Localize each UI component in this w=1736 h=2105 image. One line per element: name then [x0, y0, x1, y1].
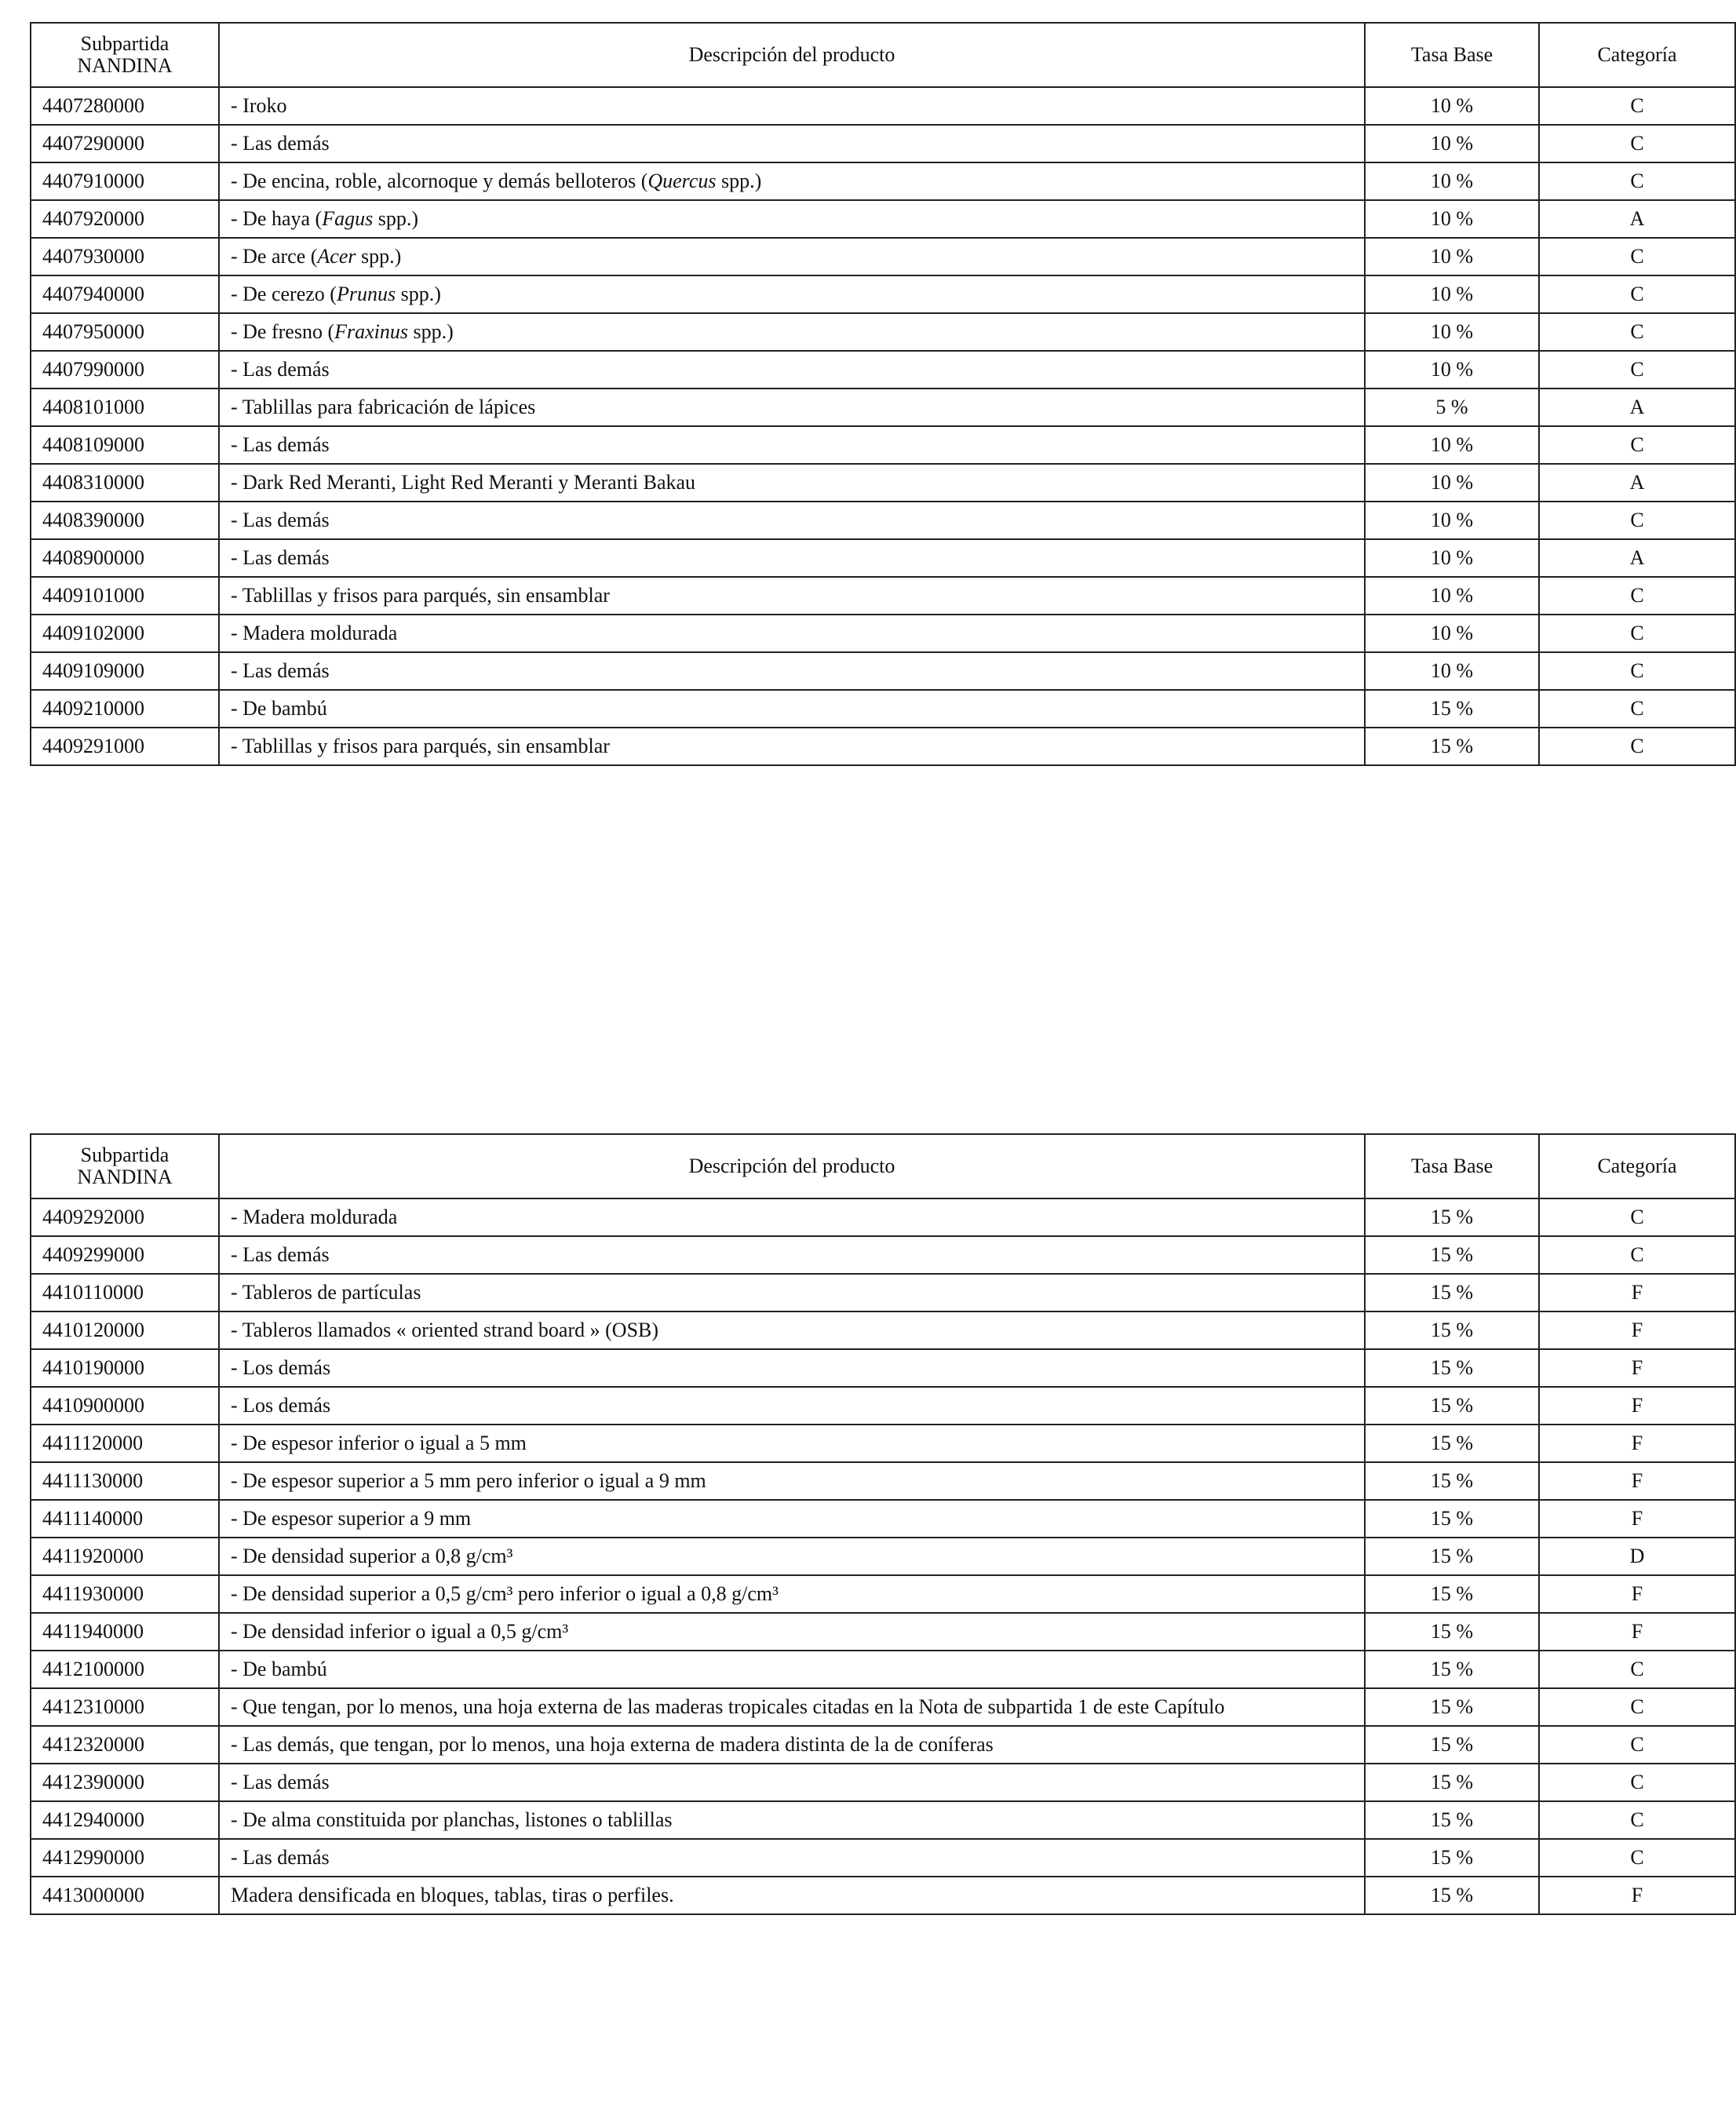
table-row: [31, 1425, 1735, 1462]
header-row: [31, 23, 1735, 87]
product-description: [219, 1387, 1365, 1425]
product-description: [219, 502, 1365, 539]
base-rate: 15 %: [1365, 1839, 1539, 1877]
table-row: [31, 125, 1735, 162]
product-description: [219, 690, 1365, 728]
table-row: [31, 162, 1735, 200]
description-text: - De bambú: [231, 697, 327, 720]
table-row: [31, 238, 1735, 275]
description-text: - Que tengan, por lo menos, una hoja externa de las maderas tropicales citadas en la Nota de subpartida 1 de este Capítulo: [231, 1695, 1225, 1718]
product-description: [219, 577, 1365, 615]
category: F: [1539, 1500, 1735, 1538]
product-description: [219, 1198, 1365, 1236]
header-subpartida-line1: Subpartida: [80, 1144, 170, 1166]
base-rate: 15 %: [1365, 1500, 1539, 1538]
subpartida-code: 4409291000: [31, 728, 219, 765]
category: C: [1539, 1651, 1735, 1688]
product-description: [219, 1877, 1365, 1914]
description-text: - Tablillas y frisos para parqués, sin ensamblar: [231, 584, 610, 607]
table-row: [31, 1877, 1735, 1914]
description-text: spp.): [408, 320, 454, 343]
subpartida-code: 4407290000: [31, 125, 219, 162]
table-row: [31, 1726, 1735, 1764]
base-rate: 15 %: [1365, 1764, 1539, 1801]
table-row: [31, 1764, 1735, 1801]
table-row: [31, 1538, 1735, 1575]
table-body: [31, 1198, 1735, 1914]
base-rate: 10 %: [1365, 577, 1539, 615]
header-subpartida-line2: NANDINA: [77, 54, 173, 77]
base-rate: 10 %: [1365, 351, 1539, 389]
description-text: - De cerezo (: [231, 283, 337, 305]
table-row: [31, 502, 1735, 539]
product-description: [219, 200, 1365, 238]
product-description: [219, 1425, 1365, 1462]
base-rate: 15 %: [1365, 690, 1539, 728]
subpartida-code: 4408310000: [31, 464, 219, 502]
subpartida-code: 4407950000: [31, 313, 219, 351]
category: C: [1539, 238, 1735, 275]
base-rate: 10 %: [1365, 464, 1539, 502]
description-text: - Madera moldurada: [231, 622, 398, 644]
category: F: [1539, 1312, 1735, 1349]
description-text: - Los demás: [231, 1394, 331, 1417]
base-rate: 15 %: [1365, 1575, 1539, 1613]
description-text: - De densidad inferior o igual a 0,5 g/cm³: [231, 1620, 569, 1643]
category: C: [1539, 1801, 1735, 1839]
scientific-name: Prunus: [336, 283, 396, 305]
base-rate: 10 %: [1365, 87, 1539, 125]
category: C: [1539, 1839, 1735, 1877]
description-text: - Las demás: [231, 1243, 330, 1266]
subpartida-code: 4409109000: [31, 652, 219, 690]
product-description: [219, 1236, 1365, 1274]
table-row: [31, 1613, 1735, 1651]
subpartida-code: 4409299000: [31, 1236, 219, 1274]
description-text: - Dark Red Meranti, Light Red Meranti y Meranti Bakau: [231, 471, 696, 494]
product-description: [219, 162, 1365, 200]
subpartida-code: 4412940000: [31, 1801, 219, 1839]
base-rate: 10 %: [1365, 652, 1539, 690]
description-text: - Las demás: [231, 358, 330, 381]
table-row: [31, 1839, 1735, 1877]
description-text: - De fresno (: [231, 320, 335, 343]
product-description: [219, 1538, 1365, 1575]
description-text: - De bambú: [231, 1658, 327, 1680]
subpartida-code: 4412390000: [31, 1764, 219, 1801]
category: F: [1539, 1387, 1735, 1425]
product-description: [219, 1500, 1365, 1538]
base-rate: 15 %: [1365, 1651, 1539, 1688]
subpartida-code: 4407990000: [31, 351, 219, 389]
header-row: [31, 1134, 1735, 1198]
base-rate: 15 %: [1365, 1801, 1539, 1839]
table-row: [31, 1801, 1735, 1839]
table-row: [31, 615, 1735, 652]
base-rate: 15 %: [1365, 1462, 1539, 1500]
tariff-table-1: [30, 22, 1736, 766]
category: C: [1539, 652, 1735, 690]
base-rate: 15 %: [1365, 1613, 1539, 1651]
header-subpartida-line2: NANDINA: [77, 1166, 173, 1188]
product-description: [219, 539, 1365, 577]
subpartida-code: 4407920000: [31, 200, 219, 238]
table-row: [31, 351, 1735, 389]
base-rate: 15 %: [1365, 728, 1539, 765]
description-text: - De densidad superior a 0,5 g/cm³ pero inferior o igual a 0,8 g/cm³: [231, 1582, 779, 1605]
table-row: [31, 1575, 1735, 1613]
category: F: [1539, 1425, 1735, 1462]
base-rate: 15 %: [1365, 1688, 1539, 1726]
subpartida-code: 4411140000: [31, 1500, 219, 1538]
subpartida-code: 4411940000: [31, 1613, 219, 1651]
product-description: [219, 1575, 1365, 1613]
description-text: - De arce (: [231, 245, 318, 268]
product-description: [219, 1651, 1365, 1688]
category: C: [1539, 577, 1735, 615]
product-description: [219, 426, 1365, 464]
table-row: [31, 426, 1735, 464]
table-row: [31, 690, 1735, 728]
product-description: [219, 1274, 1365, 1312]
table-row: [31, 1312, 1735, 1349]
product-description: [219, 1726, 1365, 1764]
category: F: [1539, 1613, 1735, 1651]
table-row: [31, 1651, 1735, 1688]
category: C: [1539, 615, 1735, 652]
subpartida-code: 4412990000: [31, 1839, 219, 1877]
table-row: [31, 728, 1735, 765]
base-rate: 10 %: [1365, 200, 1539, 238]
category: C: [1539, 1726, 1735, 1764]
category: C: [1539, 1236, 1735, 1274]
product-description: [219, 125, 1365, 162]
base-rate: 15 %: [1365, 1274, 1539, 1312]
product-description: [219, 389, 1365, 426]
category: C: [1539, 728, 1735, 765]
category: F: [1539, 1575, 1735, 1613]
header-subpartida: [31, 23, 219, 87]
subpartida-code: 4410190000: [31, 1349, 219, 1387]
base-rate: 15 %: [1365, 1877, 1539, 1914]
base-rate: 10 %: [1365, 125, 1539, 162]
description-text: spp.): [356, 245, 402, 268]
category: A: [1539, 389, 1735, 426]
base-rate: 10 %: [1365, 426, 1539, 464]
table-row: [31, 1462, 1735, 1500]
table-row: [31, 389, 1735, 426]
base-rate: 15 %: [1365, 1538, 1539, 1575]
product-description: [219, 275, 1365, 313]
description-text: - Tableros llamados « oriented strand board » (OSB): [231, 1319, 659, 1341]
subpartida-code: 4410120000: [31, 1312, 219, 1349]
base-rate: 5 %: [1365, 389, 1539, 426]
product-description: [219, 615, 1365, 652]
category: C: [1539, 1688, 1735, 1726]
category: A: [1539, 539, 1735, 577]
description-text: spp.): [373, 207, 418, 230]
subpartida-code: 4408109000: [31, 426, 219, 464]
category: C: [1539, 87, 1735, 125]
product-description: [219, 652, 1365, 690]
subpartida-code: 4410110000: [31, 1274, 219, 1312]
product-description: [219, 1312, 1365, 1349]
header-subpartida: [31, 1134, 219, 1198]
description-text: - Los demás: [231, 1356, 331, 1379]
base-rate: 15 %: [1365, 1198, 1539, 1236]
product-description: [219, 238, 1365, 275]
scientific-name: Fagus: [322, 207, 374, 230]
category: C: [1539, 162, 1735, 200]
description-text: - Las demás: [231, 659, 330, 682]
product-description: [219, 1764, 1365, 1801]
table-row: [31, 1274, 1735, 1312]
subpartida-code: 4408900000: [31, 539, 219, 577]
product-description: [219, 1688, 1365, 1726]
base-rate: 15 %: [1365, 1726, 1539, 1764]
category: C: [1539, 125, 1735, 162]
table-row: [31, 1236, 1735, 1274]
category: C: [1539, 313, 1735, 351]
tariff-table-2: [30, 1133, 1736, 1915]
base-rate: 10 %: [1365, 502, 1539, 539]
subpartida-code: 4407930000: [31, 238, 219, 275]
subpartida-code: 4409102000: [31, 615, 219, 652]
base-rate: 15 %: [1365, 1387, 1539, 1425]
subpartida-code: 4411130000: [31, 1462, 219, 1500]
base-rate: 10 %: [1365, 615, 1539, 652]
description-text: - De encina, roble, alcornoque y demás belloteros (: [231, 170, 648, 192]
subpartida-code: 4407910000: [31, 162, 219, 200]
category: D: [1539, 1538, 1735, 1575]
scientific-name: Fraxinus: [334, 320, 408, 343]
description-text: - De haya (: [231, 207, 323, 230]
table-row: [31, 87, 1735, 125]
table-row: [31, 1688, 1735, 1726]
description-text: - Tablillas y frisos para parqués, sin ensamblar: [231, 735, 610, 757]
subpartida-code: 4410900000: [31, 1387, 219, 1425]
table-row: [31, 200, 1735, 238]
base-rate: 15 %: [1365, 1349, 1539, 1387]
description-text: - Tableros de partículas: [231, 1281, 421, 1304]
description-text: - Tablillas para fabricación de lápices: [231, 396, 536, 418]
subpartida-code: 4411120000: [31, 1425, 219, 1462]
scientific-name: Quercus: [647, 170, 717, 192]
category: F: [1539, 1462, 1735, 1500]
product-description: [219, 313, 1365, 351]
description-text: spp.): [396, 283, 441, 305]
subpartida-code: 4412310000: [31, 1688, 219, 1726]
product-description: [219, 1801, 1365, 1839]
description-text: - De espesor superior a 9 mm: [231, 1507, 472, 1530]
description-text: - Las demás: [231, 546, 330, 569]
category: C: [1539, 502, 1735, 539]
description-text: - Las demás: [231, 132, 330, 155]
category: A: [1539, 200, 1735, 238]
category: C: [1539, 426, 1735, 464]
base-rate: 15 %: [1365, 1425, 1539, 1462]
table-row: [31, 1349, 1735, 1387]
header-rate: Tasa Base: [1365, 23, 1539, 87]
category: C: [1539, 1764, 1735, 1801]
header-category: Categoría: [1539, 1134, 1735, 1198]
subpartida-code: 4413000000: [31, 1877, 219, 1914]
description-text: Madera densificada en bloques, tablas, tiras o perfiles.: [231, 1884, 674, 1906]
base-rate: 10 %: [1365, 238, 1539, 275]
subpartida-code: 4408101000: [31, 389, 219, 426]
category: C: [1539, 351, 1735, 389]
table-row: [31, 539, 1735, 577]
category: F: [1539, 1274, 1735, 1312]
description-text: spp.): [716, 170, 762, 192]
header-description: Descripción del producto: [219, 1134, 1365, 1198]
product-description: [219, 351, 1365, 389]
header-description: Descripción del producto: [219, 23, 1365, 87]
product-description: [219, 87, 1365, 125]
scientific-name: Acer: [317, 245, 356, 268]
base-rate: 10 %: [1365, 162, 1539, 200]
table-row: [31, 1387, 1735, 1425]
category: C: [1539, 690, 1735, 728]
table-row: [31, 313, 1735, 351]
base-rate: 10 %: [1365, 539, 1539, 577]
category: A: [1539, 464, 1735, 502]
description-text: - De espesor superior a 5 mm pero inferior o igual a 9 mm: [231, 1469, 706, 1492]
subpartida-code: 4408390000: [31, 502, 219, 539]
description-text: - Las demás: [231, 509, 330, 531]
subpartida-code: 4411920000: [31, 1538, 219, 1575]
subpartida-code: 4407280000: [31, 87, 219, 125]
table-body: [31, 87, 1735, 765]
subpartida-code: 4412100000: [31, 1651, 219, 1688]
subpartida-code: 4411930000: [31, 1575, 219, 1613]
product-description: [219, 1349, 1365, 1387]
subpartida-code: 4412320000: [31, 1726, 219, 1764]
description-text: - De densidad superior a 0,8 g/cm³: [231, 1545, 513, 1567]
description-text: - Iroko: [231, 94, 287, 117]
base-rate: 10 %: [1365, 313, 1539, 351]
category: C: [1539, 275, 1735, 313]
category: F: [1539, 1349, 1735, 1387]
description-text: - Madera moldurada: [231, 1206, 398, 1228]
product-description: [219, 728, 1365, 765]
product-description: [219, 464, 1365, 502]
description-text: - Las demás: [231, 433, 330, 456]
category: C: [1539, 1198, 1735, 1236]
subpartida-code: 4407940000: [31, 275, 219, 313]
product-description: [219, 1839, 1365, 1877]
header-category: Categoría: [1539, 23, 1735, 87]
description-text: - Las demás: [231, 1771, 330, 1793]
table-row: [31, 652, 1735, 690]
category: F: [1539, 1877, 1735, 1914]
table-row: [31, 1500, 1735, 1538]
base-rate: 15 %: [1365, 1236, 1539, 1274]
description-text: - De alma constituida por planchas, listones o tablillas: [231, 1808, 673, 1831]
subpartida-code: 4409101000: [31, 577, 219, 615]
base-rate: 15 %: [1365, 1312, 1539, 1349]
table-row: [31, 1198, 1735, 1236]
table-row: [31, 275, 1735, 313]
table-row: [31, 464, 1735, 502]
product-description: [219, 1613, 1365, 1651]
header-subpartida-line1: Subpartida: [80, 32, 170, 55]
table-row: [31, 577, 1735, 615]
base-rate: 10 %: [1365, 275, 1539, 313]
subpartida-code: 4409210000: [31, 690, 219, 728]
description-text: - Las demás, que tengan, por lo menos, una hoja externa de madera distinta de la de coníferas: [231, 1733, 994, 1756]
header-rate: Tasa Base: [1365, 1134, 1539, 1198]
product-description: [219, 1462, 1365, 1500]
subpartida-code: 4409292000: [31, 1198, 219, 1236]
description-text: - Las demás: [231, 1846, 330, 1869]
description-text: - De espesor inferior o igual a 5 mm: [231, 1432, 527, 1454]
